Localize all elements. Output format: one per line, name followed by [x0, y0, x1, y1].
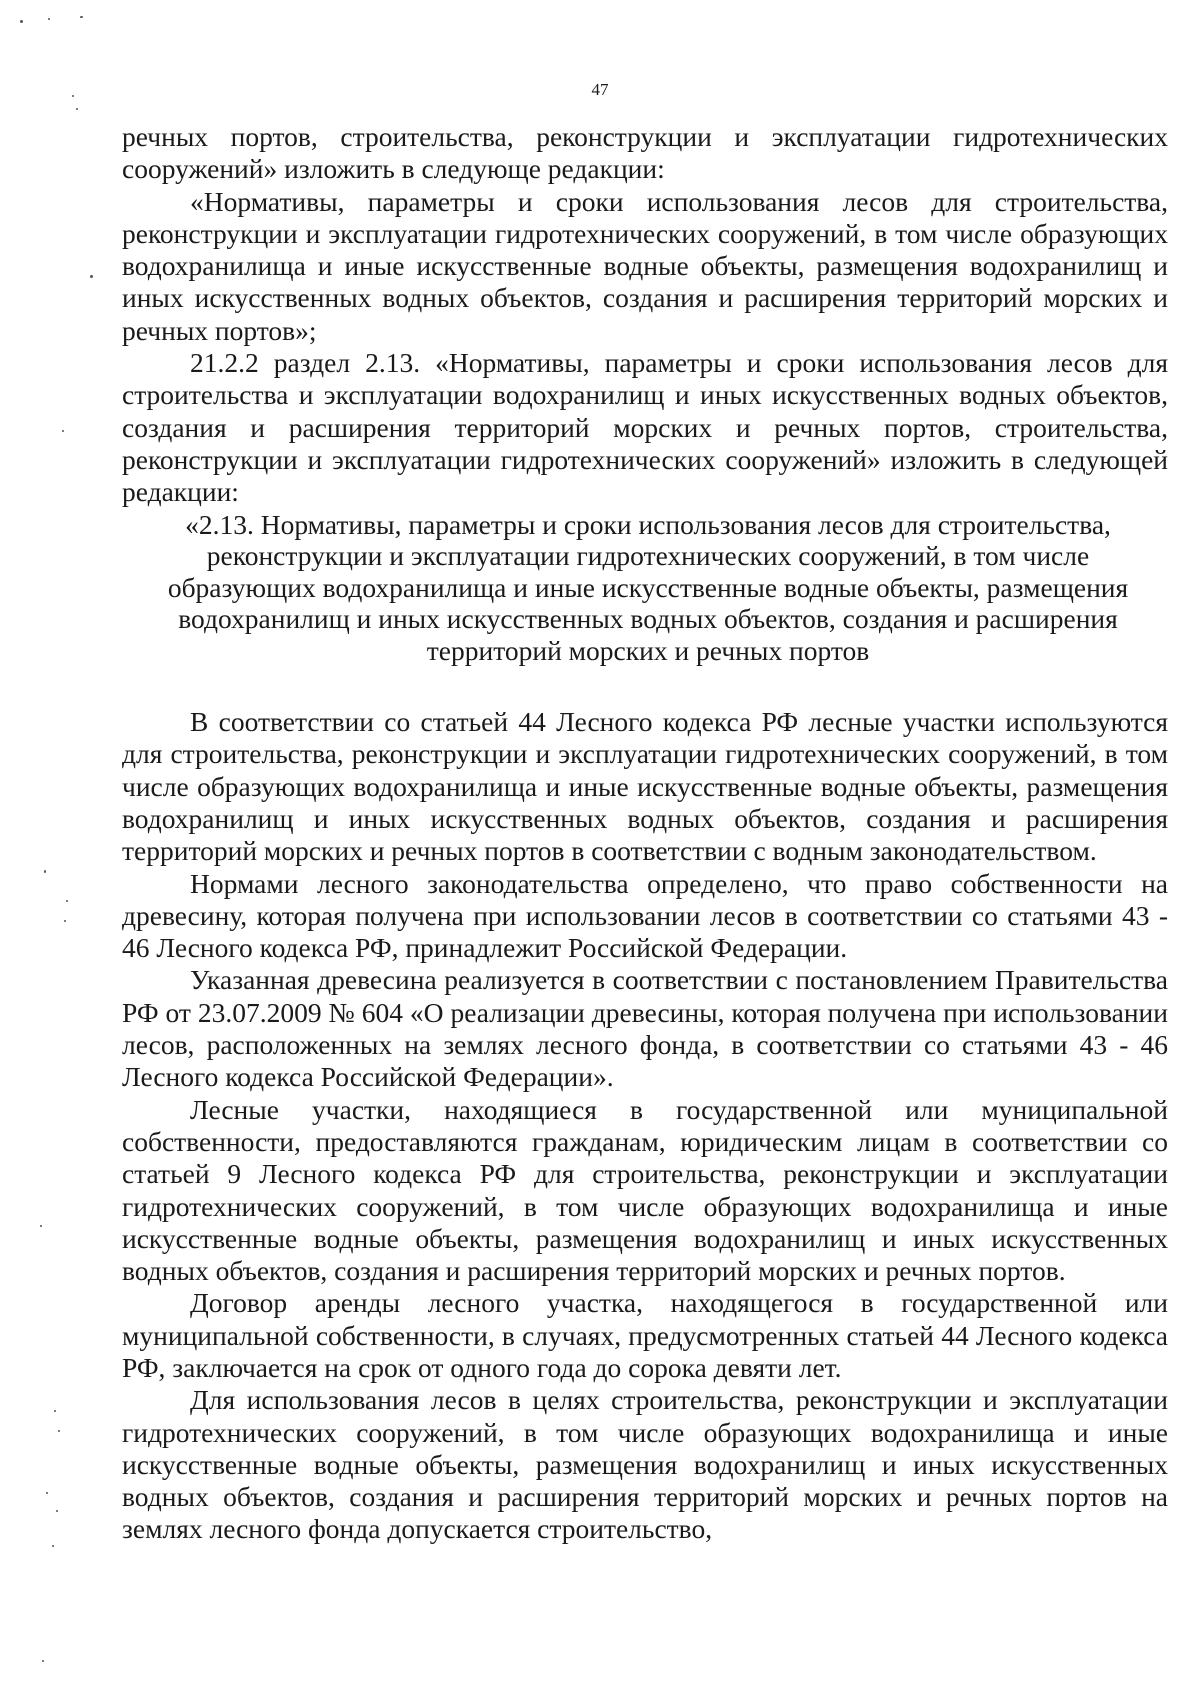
scan-speck — [62, 430, 64, 432]
document-body — [122, 121, 1168, 1546]
scan-speck — [76, 108, 78, 110]
body-paragraph: Указанная древесина реализуется в соответствии с постановлением Правительства РФ от 23.07.2009 № 604 «О реализации древесины, которая получена при использовании лесов, расположенных на землях лесного фонда, в соответствии со статьями 43 - 46 Лесного кодекса Российской Федерации». — [122, 964, 1168, 1093]
body-paragraph: Лесные участки, находящиеся в государственной или муниципальной собственности, предоставляются гражданам, юридическим лицам в соответствии со статьей 9 Лесного кодекса РФ для строительства, реконструкции и эксплуатации гидротехнических сооружений, в том числе образующих водохранилища и иные искусственные водные объекты, размещения водохранилищ и иных искусственных водных объектов, создания и расширения территорий морских и речных портов. — [122, 1093, 1168, 1287]
scan-speck — [66, 900, 68, 902]
body-paragraph: Нормами лесного законодательства определено, что право собственности на древесину, которая получена при использовании лесов в соответствии со статьями 43 - 46 Лесного кодекса РФ, принадлежит Российской Федерации. — [122, 867, 1168, 964]
page-number: 47 — [591, 80, 609, 99]
scan-speck — [56, 1510, 58, 1512]
scan-speck — [72, 95, 74, 97]
scan-speck — [52, 1545, 54, 1547]
scan-speck — [46, 1492, 48, 1494]
scan-speck — [90, 275, 93, 278]
scan-speck — [48, 18, 50, 20]
body-paragraph: Договор аренды лесного участка, находящегося в государственной или муниципальной собственности, в случаях, предусмотренных статьей 44 Лесного кодекса РФ, заключается на срок от одного года до сорока девяти лет. — [122, 1287, 1168, 1383]
paragraph-continuation: речных портов, строительства, реконструкции и эксплуатации гидротехнических сооружений» изложить в следующе редакции: — [122, 121, 1168, 185]
scan-speck — [42, 1660, 44, 1662]
scan-speck — [20, 20, 23, 23]
scan-speck — [40, 1225, 42, 1227]
paragraph-amendment: 21.2.2 раздел 2.13. «Нормативы, параметры и сроки использования лесов для строительства и эксплуатации водохранилищ и иных искусственных водных объектов, создания и расширения территорий морских и речных портов, строительства, реконструкции и эксплуатации гидротехнических сооружений» изложить в следующей редакции: — [122, 347, 1168, 508]
body-paragraph: Для использования лесов в целях строительства, реконструкции и эксплуатации гидротехнических сооружений, в том числе образующих водохранилища и иные искусственные водные объекты, размещения водохранилищ и иных искусственных водных объектов, создания и расширения территорий морских и речных портов на землях лесного фонда допускается строительство, — [122, 1384, 1168, 1545]
scan-speck — [44, 870, 46, 873]
paragraph-quoted-title: «Нормативы, параметры и сроки использования лесов для строительства, реконструкции и эксплуатации гидротехнических сооружений, в том числе образующих водохранилища и иные искусственные водные объекты, размещения водохранилищ и иных искусственных водных объектов, создания и расширения территорий морских и речных портов»; — [122, 185, 1168, 346]
scan-speck — [54, 1410, 56, 1412]
scan-speck — [58, 1430, 60, 1432]
scan-speck — [80, 16, 83, 18]
scan-speck — [64, 920, 66, 922]
body-paragraph: В соответствии со статьей 44 Лесного кодекса РФ лесные участки используются для строительства, реконструкции и эксплуатации гидротехнических сооружений, в том числе образующих водохранилища и иные искусственные водные объекты, размещения водохранилищ и иных искусственных водных объектов, создания и расширения территорий морских и речных портов в соответствии с водным законодательством. — [122, 706, 1168, 867]
section-heading: «2.13. Нормативы, параметры и сроки использования лесов для строительства, реконструкции и эксплуатации гидротехнических сооружений, в том числе образующих водохранилища и иные искусственные водные объекты, размещения водохранилищ и иных искусственных водных объектов, создания и расширения территорий морских и речных портов — [167, 508, 1129, 666]
